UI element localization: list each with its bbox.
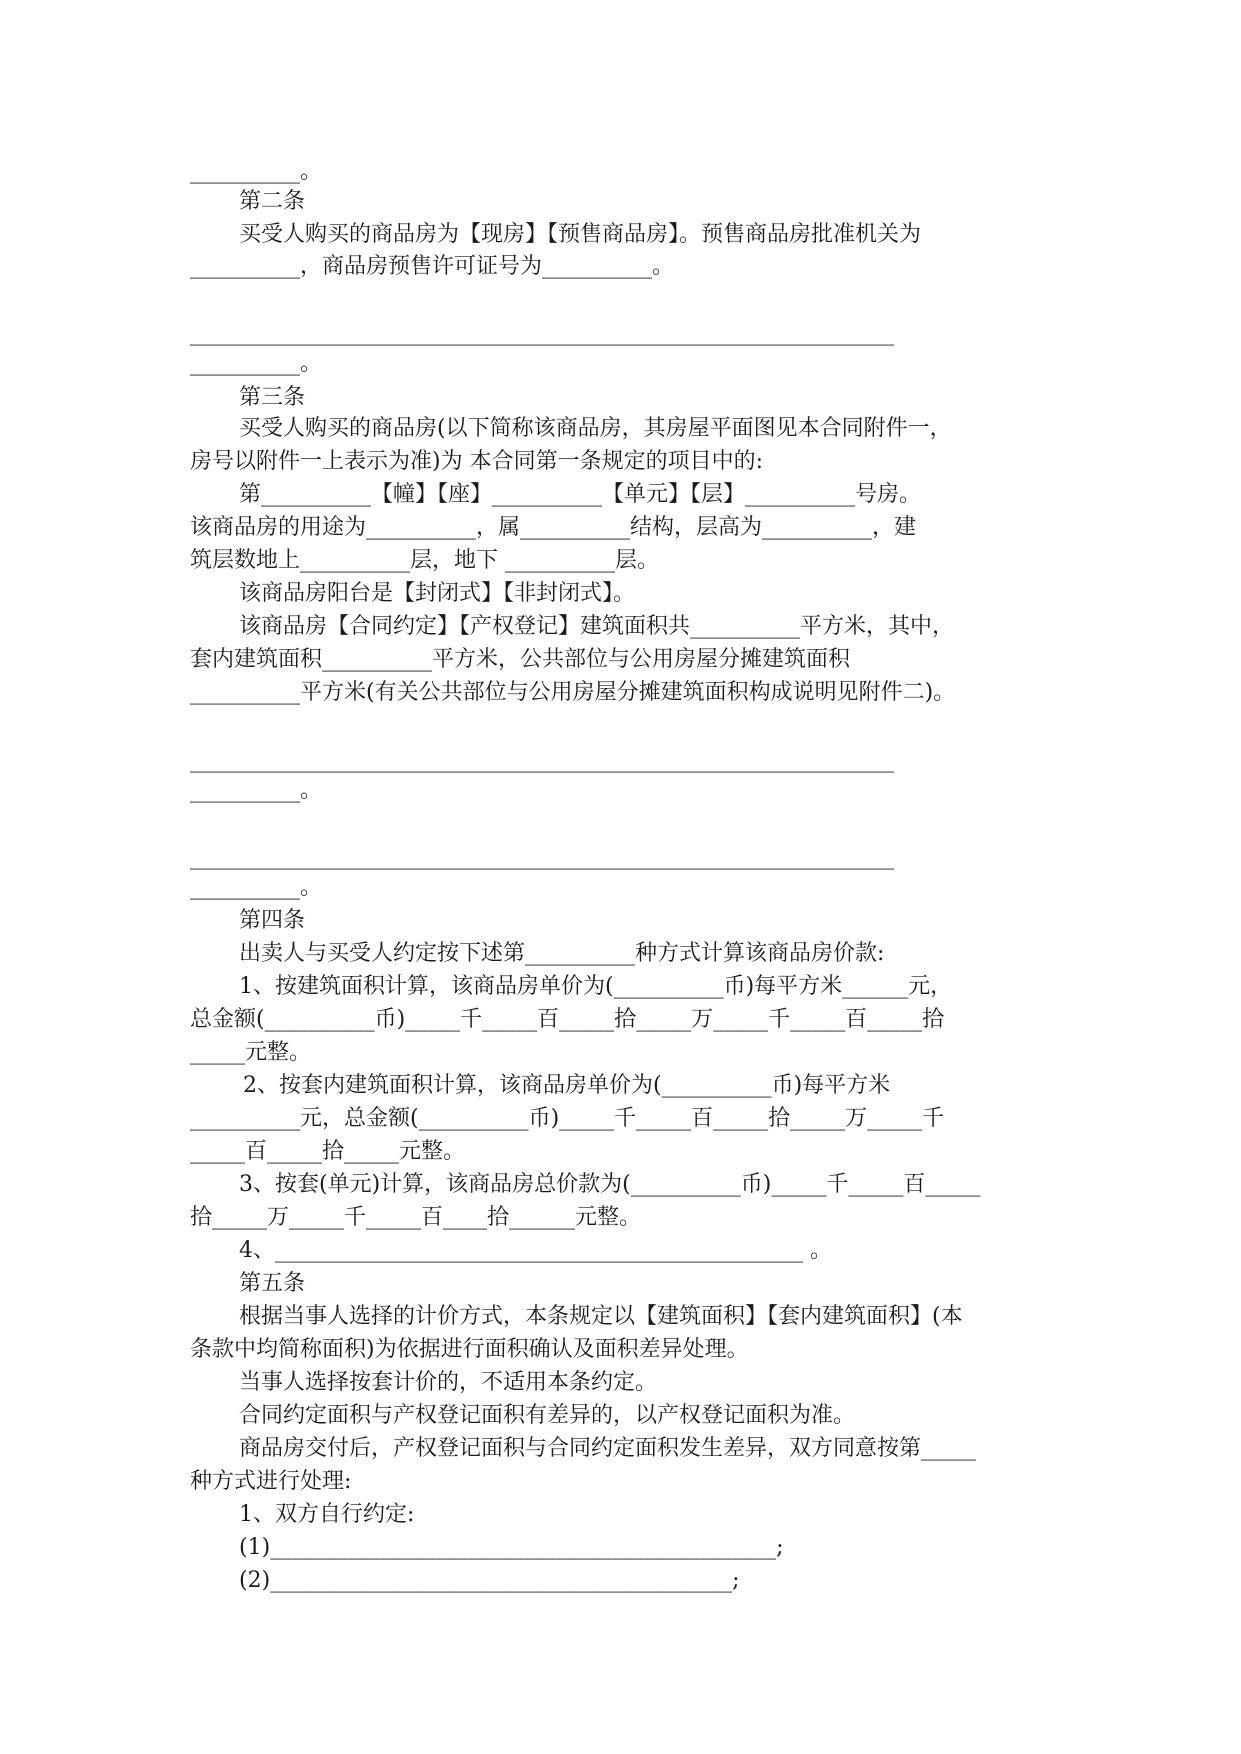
text-line: 1、按建筑面积计算，该商品房单价为(__________币)每平方米______元， bbox=[239, 974, 953, 999]
text-line: _____元整。 bbox=[190, 1040, 312, 1065]
text-line: 总金额(__________币)_____千_____百_____拾_____万_____千_____百_____拾 bbox=[190, 1007, 945, 1032]
text-line: 条款中均简称面积)为依据进行面积确认及面积差异处理。 bbox=[190, 1337, 749, 1362]
text-line: 第__________【幢】【座】__________【单元】【层】__________号房。 bbox=[239, 482, 922, 507]
text-line: (1)______________________________________________; bbox=[239, 1535, 784, 1560]
text-line: 当事人选择按套计价的，不适用本条约定。 bbox=[239, 1370, 658, 1395]
article-heading: 第二条 bbox=[239, 189, 306, 214]
text-line: 商品房交付后，产权登记面积与合同约定面积发生差异，双方同意按第_____ bbox=[239, 1436, 977, 1461]
blank-line: ________________________________________________________________ bbox=[190, 748, 894, 773]
text-line: 该商品房【合同约定】【产权登记】建筑面积共__________平方米，其中， bbox=[239, 614, 955, 639]
article-heading: 第五条 bbox=[239, 1271, 306, 1296]
text-line: 3、按套(单元)计算，该商品房总价款为(__________币)_____千_____百_____ bbox=[239, 1172, 981, 1197]
text-line: 套内建筑面积__________平方米，公共部位与公用房屋分摊建筑面积 bbox=[190, 647, 851, 672]
blank-line: ________________________________________________________________ bbox=[190, 321, 894, 346]
text-line: 该商品房的用途为__________，属__________结构，层高为__________，建 bbox=[190, 515, 917, 540]
text-line: __________。 bbox=[190, 351, 323, 376]
text-line: 合同约定面积与产权登记面积有差异的，以产权登记面积为准。 bbox=[239, 1403, 856, 1428]
text-line: 4、________________________________________________ 。 bbox=[239, 1238, 832, 1263]
text-line: 买受人购买的商品房为【现房】【预售商品房】。预售商品房批准机关为 bbox=[239, 222, 922, 247]
text-line: 1、双方自行约定: bbox=[239, 1502, 415, 1527]
text-line: __________。 bbox=[190, 778, 323, 803]
text-line: 买受人购买的商品房(以下简称该商品房，其房屋平面图见本合同附件一， bbox=[239, 416, 952, 441]
article-heading: 第三条 bbox=[239, 385, 306, 410]
text-line: __________。 bbox=[190, 159, 323, 184]
text-line: _____百_____拾_____元整。 bbox=[190, 1139, 466, 1164]
text-line: 出卖人与买受人约定按下述第__________种方式计算该商品房价款: bbox=[239, 941, 885, 966]
text-line: __________。 bbox=[190, 875, 323, 900]
text-line: 拾_____万_____千_____百____拾______元整。 bbox=[190, 1205, 642, 1230]
text-line: 2、按套内建筑面积计算，该商品房单价为(__________币)每平方米 bbox=[243, 1073, 891, 1098]
text-line: __________平方米(有关公共部位与公用房屋分摊建筑面积构成说明见附件二)。 bbox=[190, 680, 956, 705]
text-line: 筑层数地上__________层，地下 __________层。 bbox=[190, 548, 659, 573]
blank-line: ________________________________________________________________ bbox=[190, 845, 894, 870]
text-line: 房号以附件一上表示为准)为 本合同第一条规定的项目中的: bbox=[190, 449, 763, 474]
text-line: 根据当事人选择的计价方式，本条规定以【建筑面积】【套内建筑面积】(本 bbox=[239, 1304, 963, 1329]
text-line: 种方式进行处理: bbox=[190, 1469, 352, 1494]
text-line: __________，商品房预售许可证号为__________。 bbox=[190, 254, 675, 279]
text-line: 该商品房阳台是【封闭式】【非封闭式】。 bbox=[239, 581, 636, 606]
text-line: __________元，总金额(__________币)_____千_____百_____拾_____万_____千 bbox=[190, 1106, 945, 1131]
article-heading: 第四条 bbox=[239, 908, 306, 933]
text-line: (2)__________________________________________; bbox=[239, 1568, 740, 1593]
